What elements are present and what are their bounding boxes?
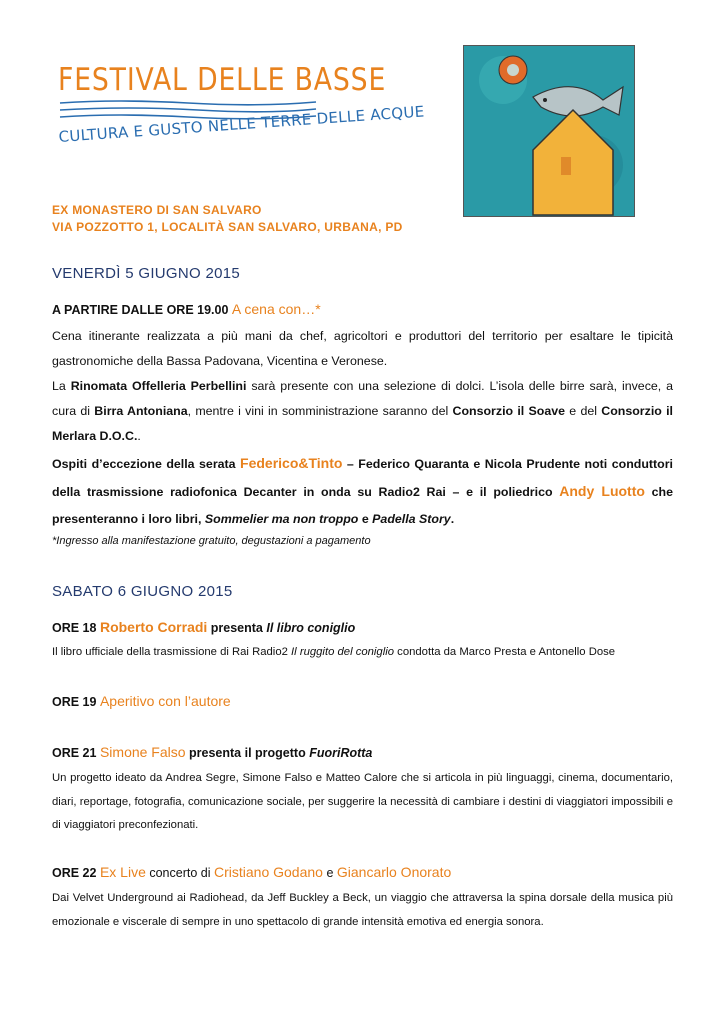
text: Ospiti d’eccezione della serata — [52, 457, 241, 471]
event-21-line — [52, 744, 372, 760]
friday-event-title: A cena con…* — [231, 301, 321, 317]
text: concerto di — [149, 866, 211, 880]
guest-andy-luotto: Andy Luotto — [559, 483, 645, 499]
text: La — [52, 379, 71, 393]
book-padella: Padella Story — [372, 512, 451, 526]
event-18-desc — [52, 641, 725, 665]
artist-onorato: Giancarlo Onorato — [336, 864, 452, 880]
logo-subtitle: CULTURA E GUSTO NELLE TERRE DELLE ACQUE — [58, 102, 426, 146]
consorzio-merlara: Consorzio il Merlara D.O.C. — [52, 404, 673, 443]
event-21-desc: Un progetto ideato da Andrea Segre, Simone Falso e Matteo Calore che si articola in più linguaggi, cinema, documentario, diari, reportage, fotografia, comunicazione sociale, per suggerire la necessità di cambiare i destini di viaggiatori impossibili e di viaggiatori preconfezionati. — [52, 772, 673, 831]
offelleria-name: Rinomata Offelleria Perbellini — [70, 379, 247, 393]
artist-godano: Cristiano Godano — [214, 864, 323, 880]
event-time: ORE 18 — [52, 621, 97, 635]
saturday-heading: SABATO 6 GIUGNO 2015 — [52, 583, 233, 600]
event-22-desc: Dai Velvet Underground ai Radiohead, da Jeff Buckley a Beck, un viaggio che attraversa la spina dorsale della musica più emozionale e viscerale di sempre in uno spettacolo di grande intensità emotiva ed energia sonora. — [52, 892, 673, 928]
birra-name: Birra Antoniana — [94, 404, 188, 418]
text: presenta — [210, 621, 263, 635]
text: che presenteranno i loro libri, — [52, 485, 674, 526]
event-time: ORE 22 — [52, 866, 97, 880]
text: – Federico Quaranta e Nicola Prudente noti conduttori della trasmissione radiofonica Decanter in onda su Radio2 Rai – e il poliedrico — [52, 457, 673, 499]
event-18-line — [52, 619, 355, 635]
friday-para1: Cena itinerante realizzata a più mani da chef, agricoltori e produttori del territorio per esaltare le tipicità gastronomiche della Bassa Padovana, Vicentina e Veronese. — [52, 329, 673, 368]
friday-time: A PARTIRE DALLE ORE 19.00 — [52, 303, 229, 317]
radio-show-name: Il ruggito del coniglio — [291, 646, 395, 658]
event-work: Il libro coniglio — [266, 621, 356, 635]
event-name: Simone Falso — [99, 744, 186, 760]
event-name: Roberto Corradi — [99, 619, 208, 635]
text: Il libro ufficiale della trasmissione di Rai Radio2 — [52, 646, 292, 658]
text: e del — [565, 404, 602, 418]
event-name: Aperitivo con l’autore — [99, 693, 231, 709]
event-19-line — [52, 693, 231, 709]
friday-event-line — [52, 301, 321, 317]
event-work: FuoriRotta — [309, 746, 373, 760]
friday-note: *Ingresso alla manifestazione gratuito, degustazioni a pagamento — [52, 535, 371, 547]
event-22-line — [52, 864, 451, 880]
text: . — [137, 429, 141, 443]
fish-house-painting-image — [463, 45, 635, 217]
book-sommelier: Sommelier ma non troppo — [204, 512, 359, 526]
text: , mentre i vini in somministrazione saranno del — [187, 404, 453, 418]
logo-title: FESTIVAL DELLE BASSE — [58, 62, 387, 98]
text: sarà presente con una selezione di dolci. L’isola delle birre sarà, invece, a cura di — [52, 379, 674, 418]
venue-address: VIA POZZOTTO 1, LOCALITÀ SAN SALVARO, URBANA, PD — [52, 220, 403, 234]
text: presenta il progetto — [189, 746, 306, 760]
text: . — [450, 512, 455, 526]
event-time: ORE 19 — [52, 695, 97, 709]
event-time: ORE 21 — [52, 746, 97, 760]
text: e — [358, 512, 373, 526]
event-name: Ex Live — [99, 864, 146, 880]
text: e — [326, 866, 334, 880]
consorzio-soave: Consorzio il Soave — [452, 404, 566, 418]
guest-federico-tinto: Federico&Tinto — [240, 455, 343, 471]
friday-para2 — [52, 374, 673, 449]
venue-name: EX MONASTERO DI SAN SALVARO — [52, 203, 262, 217]
friday-heading: VENERDÌ 5 GIUGNO 2015 — [52, 265, 241, 282]
friday-para3 — [52, 450, 673, 533]
text: condotta da Marco Presta e Antonello Dose — [394, 646, 616, 658]
